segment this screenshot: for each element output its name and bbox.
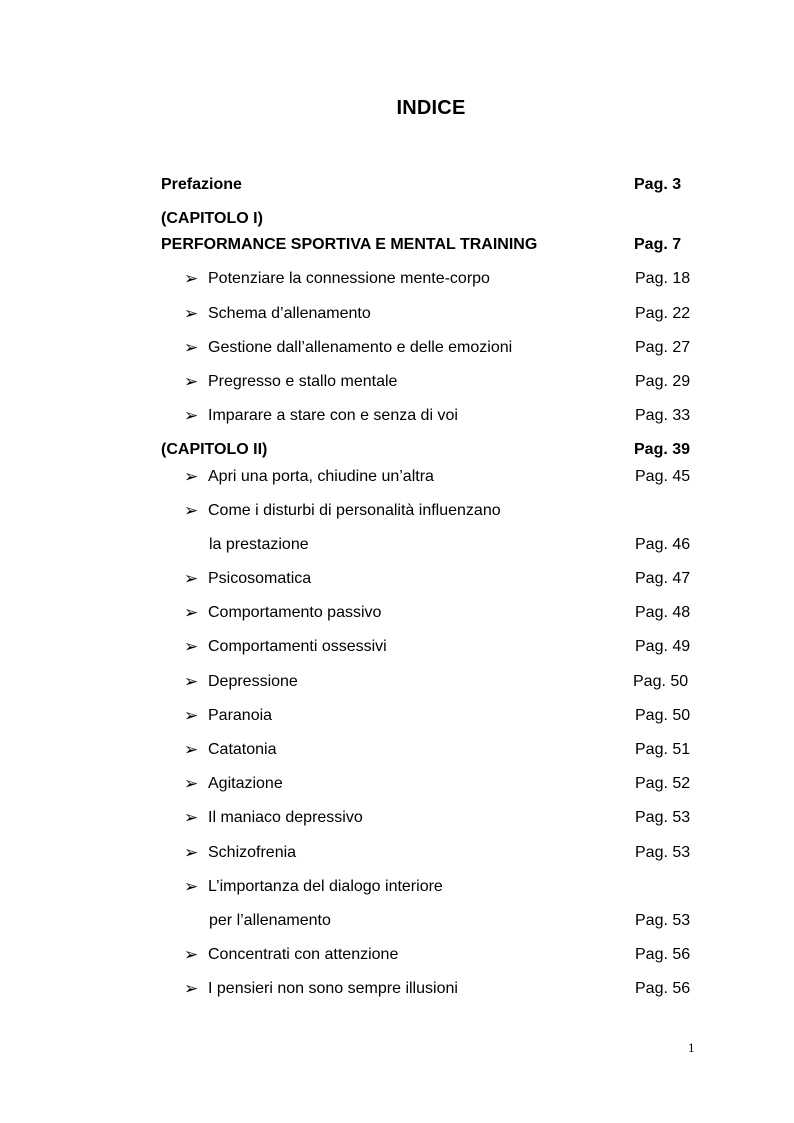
- toc-entry-page: Pag. 56: [635, 946, 691, 963]
- toc-entry-page: Pag. 33: [635, 407, 691, 424]
- toc-entry: [0, 909, 794, 933]
- toc-entry-title: (CAPITOLO I): [161, 210, 263, 227]
- toc-entry-title: Agitazione: [208, 775, 283, 792]
- toc-entry: [0, 738, 794, 762]
- arrow-bullet-icon: ➢: [184, 603, 199, 623]
- toc-entry: [0, 875, 794, 899]
- arrow-bullet-icon: ➢: [184, 338, 199, 358]
- toc-entry: [0, 704, 794, 728]
- toc-entry-page: Pag. 47: [635, 570, 691, 587]
- toc-entry-page: Pag. 18: [635, 270, 691, 287]
- toc-entry: [0, 601, 794, 625]
- toc-entry-page: Pag. 52: [635, 775, 691, 792]
- toc-entry-page: Pag. 53: [635, 844, 691, 861]
- arrow-bullet-icon: ➢: [184, 406, 199, 426]
- toc-entry: [0, 404, 794, 428]
- toc-entry-title: Schema d’allenamento: [208, 305, 371, 322]
- arrow-bullet-icon: ➢: [184, 945, 199, 965]
- toc-entry-title: Paranoia: [208, 707, 273, 724]
- arrow-bullet-icon: ➢: [184, 501, 199, 521]
- arrow-bullet-icon: ➢: [184, 372, 199, 392]
- page-title: INDICE: [396, 97, 466, 119]
- toc-entry: [0, 977, 794, 1001]
- toc-entry: [0, 207, 794, 231]
- arrow-bullet-icon: ➢: [184, 706, 199, 726]
- toc-entry-title: PERFORMANCE SPORTIVA E MENTAL TRAINING: [161, 236, 538, 253]
- toc-entry-page: Pag. 53: [635, 809, 691, 826]
- toc-entry: [0, 943, 794, 967]
- toc-entry-title: Catatonia: [208, 741, 277, 758]
- arrow-bullet-icon: ➢: [184, 877, 199, 897]
- toc-entry-title: la prestazione: [209, 536, 309, 553]
- toc-entry-page: Pag. 53: [635, 912, 691, 929]
- arrow-bullet-icon: ➢: [184, 740, 199, 760]
- toc-entry-page: Pag. 45: [635, 468, 691, 485]
- toc-entry-title: Concentrati con attenzione: [208, 946, 399, 963]
- arrow-bullet-icon: ➢: [184, 808, 199, 828]
- toc-entry: [0, 173, 794, 197]
- toc-entry: [0, 806, 794, 830]
- toc-entry-title: Psicosomatica: [208, 570, 312, 587]
- toc-entry: [0, 841, 794, 865]
- toc-entry-title: Come i disturbi di personalità influenzano: [208, 502, 501, 519]
- toc-entry-title: Comportamenti ossessivi: [208, 638, 387, 655]
- toc-entry: [0, 267, 794, 291]
- toc-entry: [0, 233, 794, 257]
- toc-entry: [0, 635, 794, 659]
- toc-entry: [0, 336, 794, 360]
- toc-entry: [0, 567, 794, 591]
- toc-entry: [0, 465, 794, 489]
- page-number: 1: [688, 1040, 695, 1055]
- toc-entry-page: Pag. 3: [634, 176, 682, 193]
- toc-entry-page: Pag. 56: [635, 980, 691, 997]
- toc-entry-title: Imparare a stare con e senza di voi: [208, 407, 458, 424]
- toc-entry-title: Comportamento passivo: [208, 604, 382, 621]
- toc-entry: [0, 670, 794, 694]
- toc-entry-title: (CAPITOLO II): [161, 441, 268, 458]
- toc-entry-page: Pag. 51: [635, 741, 691, 758]
- toc-entry: [0, 772, 794, 796]
- arrow-bullet-icon: ➢: [184, 467, 199, 487]
- arrow-bullet-icon: ➢: [184, 304, 199, 324]
- toc-entry-title: Pregresso e stallo mentale: [208, 373, 398, 390]
- toc-entry-page: Pag. 46: [635, 536, 691, 553]
- toc-entry-title: Depressione: [208, 673, 298, 690]
- arrow-bullet-icon: ➢: [184, 843, 199, 863]
- toc-entry-page: Pag. 27: [635, 339, 691, 356]
- arrow-bullet-icon: ➢: [184, 774, 199, 794]
- toc-entry-page: Pag. 7: [634, 236, 682, 253]
- toc-entry-title: L’importanza del dialogo interiore: [208, 878, 443, 895]
- toc-entry-page: Pag. 22: [635, 305, 691, 322]
- toc-entry-title: Apri una porta, chiudine un’altra: [208, 468, 434, 485]
- toc-entry-page: Pag. 50: [635, 707, 691, 724]
- arrow-bullet-icon: ➢: [184, 672, 199, 692]
- toc-entry-page: Pag. 48: [635, 604, 691, 621]
- toc-entry: [0, 533, 794, 557]
- toc-entry: [0, 499, 794, 523]
- toc-entry-title: Potenziare la connessione mente-corpo: [208, 270, 490, 287]
- arrow-bullet-icon: ➢: [184, 269, 199, 289]
- toc-entry-title: Gestione dall’allenamento e delle emozioni: [208, 339, 513, 356]
- arrow-bullet-icon: ➢: [184, 637, 199, 657]
- toc-entry-title: Prefazione: [161, 176, 242, 193]
- toc-entry-page: Pag. 49: [635, 638, 691, 655]
- arrow-bullet-icon: ➢: [184, 569, 199, 589]
- toc-entry-page: Pag. 39: [634, 441, 691, 458]
- toc-entry: [0, 438, 794, 462]
- toc-entry-title: Il maniaco depressivo: [208, 809, 363, 826]
- toc-entry-title: I pensieri non sono sempre illusioni: [208, 980, 458, 997]
- toc-entry: [0, 302, 794, 326]
- toc-entry-page: Pag. 50: [633, 673, 689, 690]
- toc-entry-title: Schizofrenia: [208, 844, 297, 861]
- arrow-bullet-icon: ➢: [184, 979, 199, 999]
- toc-entry: [0, 370, 794, 394]
- toc-entry-title: per l’allenamento: [209, 912, 331, 929]
- toc-entry-page: Pag. 29: [635, 373, 691, 390]
